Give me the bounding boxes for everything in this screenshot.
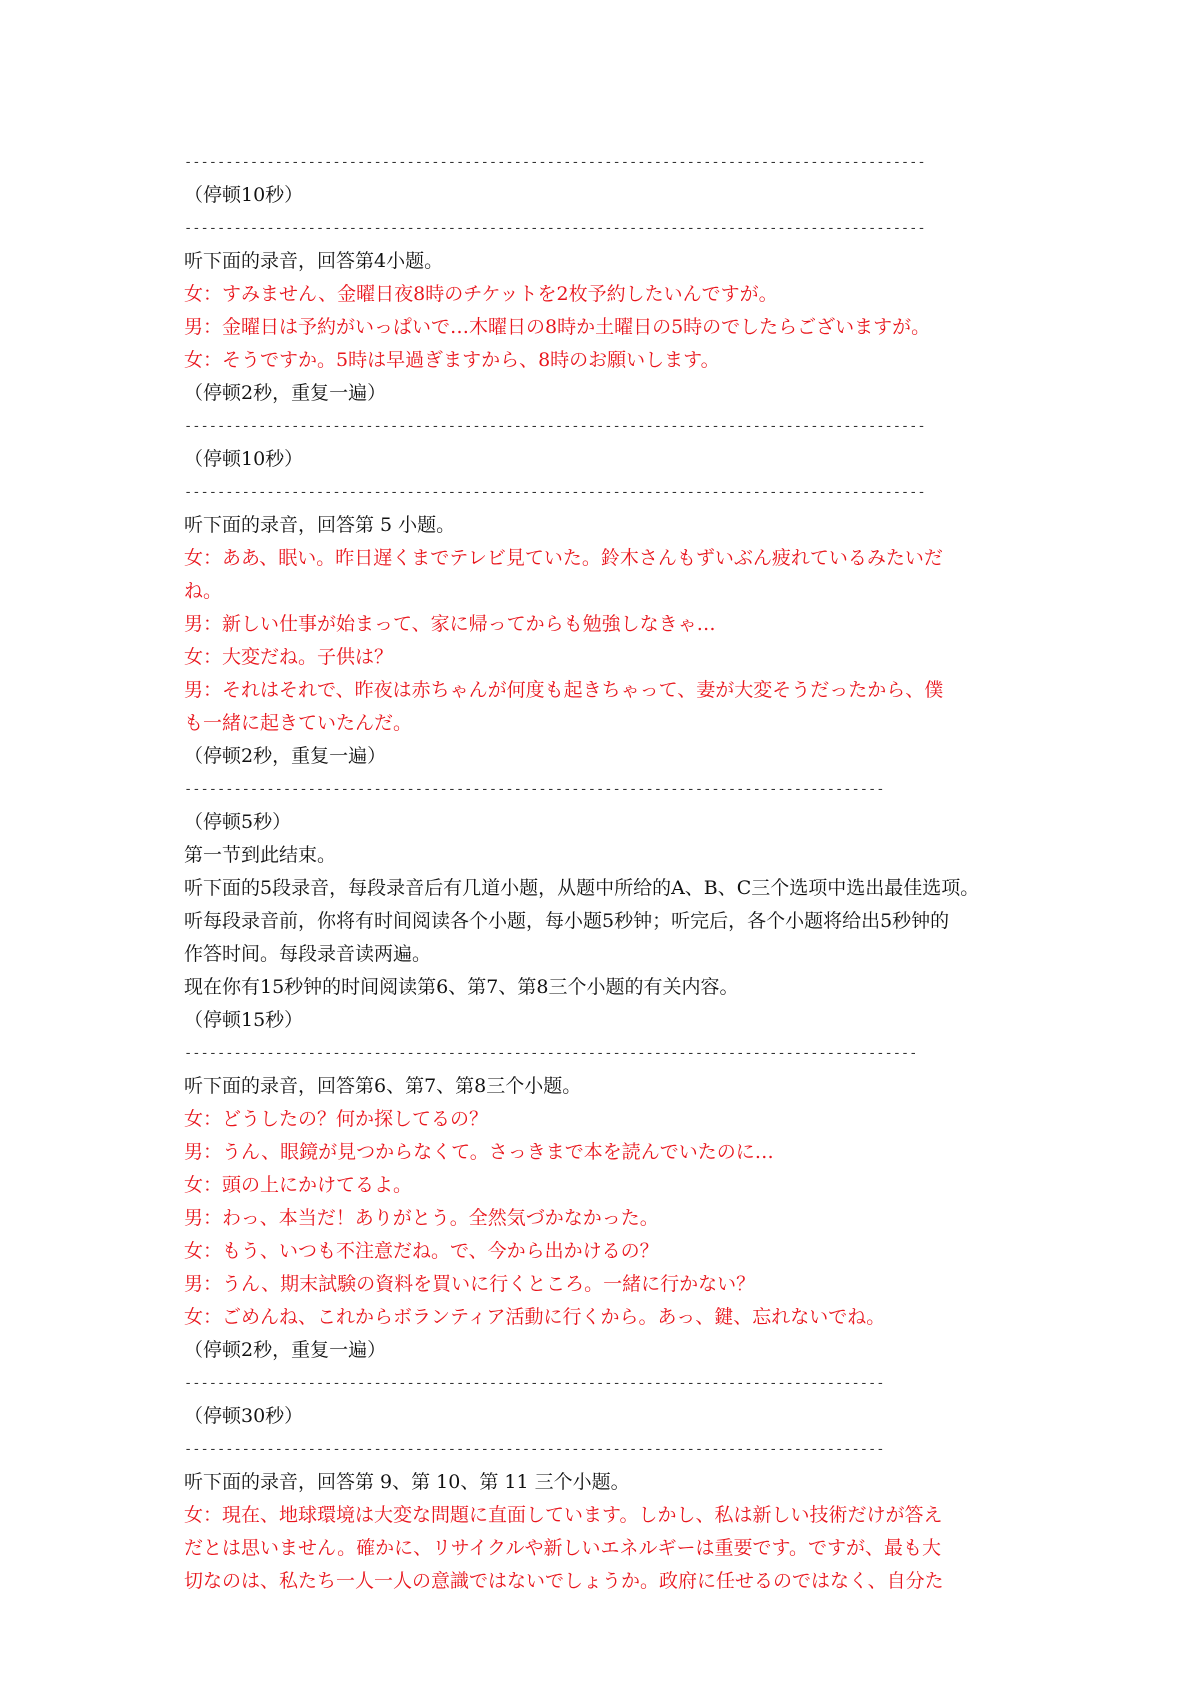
question-6-intro: 听下面的录音，回答第6、第7、第8三个小题。 xyxy=(184,1075,582,1097)
dialogue-line: 女：ああ、眠い。昨日遅くまでテレビ見ていた。鈴木さんもずいぶん疲れているみたいだ xyxy=(184,547,943,569)
pause-note: （停顿2秒，重复一遍） xyxy=(184,382,387,404)
pause-note: （停顿2秒，重复一遍） xyxy=(184,1339,387,1361)
separator-line: ------------------------------------------------------------------------------------------ xyxy=(184,484,926,500)
instructions-line: 现在你有15秒钟的时间阅读第6、第7、第8三个小题的有关内容。 xyxy=(184,976,739,998)
question-5-intro: 听下面的录音，回答第 5 小题。 xyxy=(184,514,456,536)
pause-note: （停顿10秒） xyxy=(184,184,304,206)
pause-note: （停顿2秒，重复一遍） xyxy=(184,745,387,767)
dialogue-line: 男：金曜日は予約がいっぱいで…木曜日の8時か土曜日の5時のでしたらございますが。 xyxy=(184,316,931,338)
separator-line: ----------------------------------------------------------------------------------------- xyxy=(184,1045,918,1061)
dialogue-line: 切なのは、私たち一人一人の意識ではないでしょうか。政府に任せるのではなく、自分た xyxy=(184,1570,944,1592)
dialogue-line: 女：そうですか。5時は早過ぎますから、8時のお願いします。 xyxy=(184,349,720,371)
separator-line: ------------------------------------------------------------------------------------------ xyxy=(184,154,926,170)
dialogue-line: 女：頭の上にかけてるよ。 xyxy=(184,1174,413,1196)
instructions-line: 听下面的5段录音，每段录音后有几道小题，从题中所给的A、B、C三个选项中选出最佳选项。 xyxy=(184,877,980,899)
dialogue-line: だとは思いません。確かに、リサイクルや新しいエネルギーは重要です。ですが、最も大 xyxy=(184,1537,941,1559)
dialogue-line: 女：大変だね。子供は？ xyxy=(184,646,394,668)
separator-line: ------------------------------------------------------------------------------------------ xyxy=(184,220,926,236)
dialogue-line: 男：それはそれで、昨夜は赤ちゃんが何度も起きちゃって、妻が大変そうだったから、僕 xyxy=(184,679,944,701)
question-4-intro: 听下面的录音，回答第4小题。 xyxy=(184,250,444,272)
dialogue-line: 女：どうしたの？何か探してるの？ xyxy=(184,1108,489,1130)
dialogue-line: 男：うん、期末試験の資料を買いに行くところ。一緒に行かない？ xyxy=(184,1273,756,1295)
dialogue-line: 女：現在、地球環境は大変な問題に直面しています。しかし、私は新しい技術だけが答え xyxy=(184,1504,943,1526)
pause-note: （停顿10秒） xyxy=(184,448,304,470)
separator-line: ------------------------------------------------------------------------------------- xyxy=(184,1441,885,1457)
dialogue-line: 女：すみません、金曜日夜8時のチケットを2枚予約したいんですが。 xyxy=(184,283,778,305)
separator-line: ------------------------------------------------------------------------------------------ xyxy=(184,418,926,434)
pause-note: （停顿15秒） xyxy=(184,1009,304,1031)
section-end: 第一节到此结束。 xyxy=(184,844,337,866)
pause-note: （停顿30秒） xyxy=(184,1405,304,1427)
question-9-intro: 听下面的录音，回答第 9、第 10、第 11 三个小题。 xyxy=(184,1471,630,1493)
pause-note: （停顿5秒） xyxy=(184,811,292,833)
separator-line: ------------------------------------------------------------------------------------- xyxy=(184,1375,885,1391)
dialogue-line: 男：うん、眼鏡が見つからなくて。さっきまで本を読んでいたのに… xyxy=(184,1141,774,1163)
dialogue-line: 女：もう、いつも不注意だね。で、今から出かけるの？ xyxy=(184,1240,659,1262)
instructions-line: 作答时间。每段录音读两遍。 xyxy=(184,943,432,965)
separator-line: ------------------------------------------------------------------------------------- xyxy=(184,781,885,797)
dialogue-line: も一緒に起きていたんだ。 xyxy=(184,712,413,734)
dialogue-line: 男：わっ、本当だ！ありがとう。全然気づかなかった。 xyxy=(184,1207,659,1229)
dialogue-line: 男：新しい仕事が始まって、家に帰ってからも勉強しなきゃ… xyxy=(184,613,716,635)
document-page xyxy=(184,146,1034,1598)
dialogue-line: 女：ごめんね、これからボランティア活動に行くから。あっ、鍵、忘れないでね。 xyxy=(184,1306,886,1328)
instructions-line: 听每段录音前，你将有时间阅读各个小题，每小题5秒钟；听完后，各个小题将给出5秒钟的 xyxy=(184,910,950,932)
dialogue-line: ね。 xyxy=(184,580,223,602)
